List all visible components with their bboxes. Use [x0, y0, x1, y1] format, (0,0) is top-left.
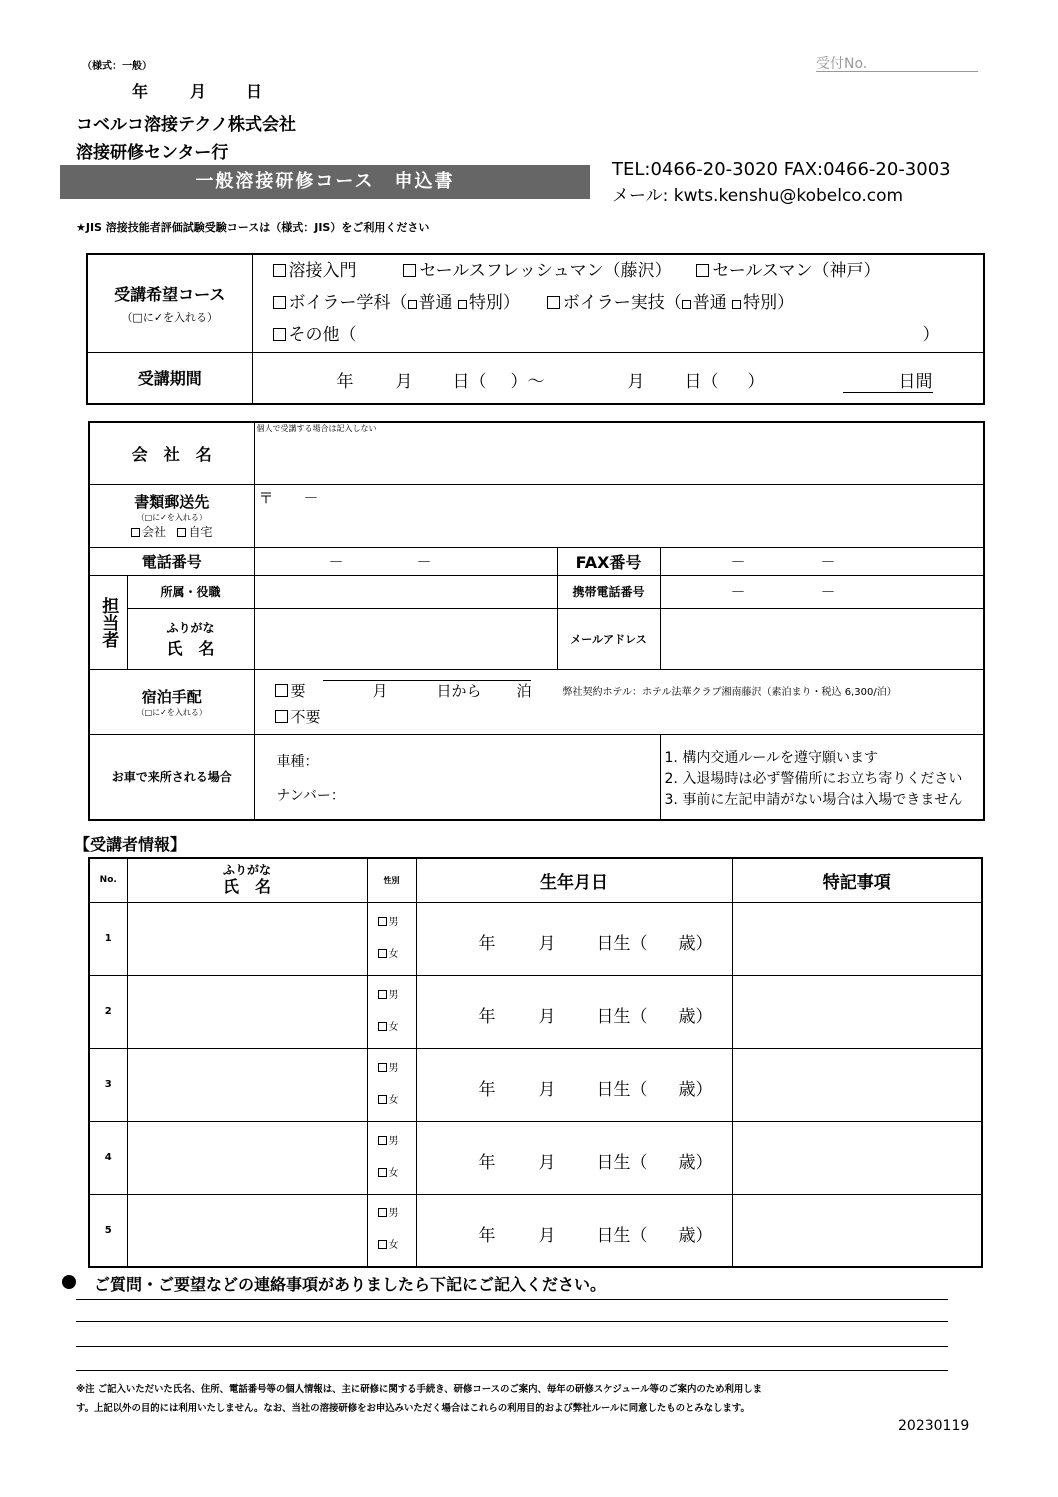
mobile-input[interactable]	[660, 575, 984, 608]
trainee-sex-cell	[367, 1048, 416, 1121]
period-days: 日間	[843, 367, 933, 393]
trainee-row	[89, 1194, 982, 1267]
period-tilde: ）～	[510, 371, 545, 392]
col-notes-header: 特記事項	[732, 858, 982, 902]
col-sex-header: 性別	[367, 858, 416, 902]
male-label: 男	[388, 1135, 399, 1147]
trainee-sex-cell	[367, 975, 416, 1048]
course-salesfresh-checkbox[interactable]	[403, 264, 416, 277]
col-name-header	[127, 858, 367, 902]
female-checkbox[interactable]	[378, 949, 387, 958]
male-label: 男	[388, 1208, 399, 1220]
boiler-practical-tokubetsu-label: 特別）	[743, 293, 795, 314]
trainee-row	[89, 975, 982, 1048]
car-plate-label: ナンバー：	[276, 787, 345, 804]
col-furigana-header: ふりがな	[222, 862, 271, 877]
car-fields[interactable]	[254, 734, 660, 820]
car-label: お車で来所される場合	[89, 734, 254, 820]
lodging-from: 日から	[436, 681, 482, 700]
period-day: 日（	[452, 371, 487, 392]
trainee-name-input[interactable]	[127, 1194, 367, 1267]
male-checkbox[interactable]	[378, 1136, 387, 1145]
tel-fax: TEL:0466-20-3020 FAX:0466-20-3003	[612, 159, 951, 180]
trainee-sex-cell	[367, 1194, 416, 1267]
male-label: 男	[388, 916, 399, 928]
period-month: 月	[395, 371, 413, 392]
trainee-birth-input[interactable]	[416, 1121, 732, 1194]
doc-label-cell	[89, 484, 254, 547]
doc-company-label: 会社	[142, 525, 167, 539]
male-label: 男	[388, 989, 399, 1001]
trainee-name-input[interactable]	[127, 1048, 367, 1121]
male-checkbox[interactable]	[378, 1063, 387, 1072]
trainee-notes-input[interactable]	[732, 1194, 982, 1267]
lodging-sublabel: （□に✓を入れる）	[136, 707, 207, 717]
course-options	[252, 254, 984, 352]
trainee-row-no: 1	[89, 902, 127, 975]
contact-label: 担当者	[89, 575, 127, 669]
contact-name-input[interactable]	[254, 608, 557, 669]
trainee-row	[89, 1121, 982, 1194]
trainee-row-no: 5	[89, 1194, 127, 1267]
trainee-notes-input[interactable]	[732, 902, 982, 975]
trainee-row-no: 2	[89, 975, 127, 1048]
privacy-line-2: す。上記以外の目的には利用いたしません。なお、当社の溶接研修をお申込みいただく場合はこれらの利用目的および弊社ルールに同意したものとみなします。	[76, 1403, 750, 1414]
trainee-notes-input[interactable]	[732, 1048, 982, 1121]
memo-line-2[interactable]	[76, 1321, 948, 1322]
male-checkbox[interactable]	[378, 990, 387, 999]
period-day2: 日（	[684, 371, 719, 392]
male-checkbox[interactable]	[378, 1208, 387, 1217]
period-fields[interactable]	[252, 352, 984, 404]
applicant-table	[88, 421, 985, 821]
female-checkbox[interactable]	[378, 1022, 387, 1031]
female-checkbox[interactable]	[378, 1095, 387, 1104]
birth-day: 日生（	[596, 1006, 648, 1027]
trainee-name-input[interactable]	[127, 1121, 367, 1194]
mobile-dash-2: －	[820, 582, 836, 601]
male-checkbox[interactable]	[378, 917, 387, 926]
mobile-label: 携帯電話番号	[557, 575, 660, 608]
birth-age: 歳）	[678, 1152, 713, 1173]
course-other-close: ）	[922, 325, 940, 346]
course-salesfresh-label: セールスフレッシュマン（藤沢）	[419, 261, 672, 282]
car-rule-2: 2. 入退場時は必ず警備所にお立ち寄りください	[664, 770, 963, 787]
mail-input[interactable]	[660, 608, 984, 669]
tel-label: 電話番号	[89, 547, 254, 575]
boiler-practical-futsu-label: 普通	[692, 293, 727, 314]
trainee-sex-cell	[367, 1121, 416, 1194]
trainee-row	[89, 1048, 982, 1121]
contact-name-text: 氏 名	[166, 638, 215, 658]
doc-company-checkbox[interactable]	[131, 528, 140, 537]
female-label: 女	[388, 1167, 399, 1179]
birth-day: 日生（	[596, 1225, 648, 1246]
boiler-academic-label: ボイラー学科（	[288, 293, 408, 314]
boiler-academic-checkbox[interactable]	[273, 296, 286, 309]
form-title: 一般溶接研修コース 申込書	[60, 165, 590, 199]
car-type-label: 車種：	[276, 753, 319, 770]
course-label: 受講希望コース	[114, 284, 226, 304]
boiler-academic-tokubetsu-checkbox[interactable]	[458, 300, 467, 309]
trainee-birth-input[interactable]	[416, 1048, 732, 1121]
dept-name: 溶接研修センター行	[76, 143, 229, 163]
company-label: 会 社 名	[89, 422, 254, 484]
privacy-line-1: ※注 ご記入いただいた氏名、住所、電話番号等の個人情報は、主に研修に関する手続き、研修コースのご案内、毎年の研修スケジュール等のご案内のため利用しま	[76, 1384, 762, 1395]
trainee-notes-input[interactable]	[732, 1121, 982, 1194]
col-name-text: 氏 名	[222, 876, 271, 896]
company-note: 個人で受講する場合は記入しない	[256, 424, 377, 433]
lodging-label: 宿泊手配	[141, 687, 202, 706]
period-year: 年	[336, 371, 354, 392]
doc-label: 書類郵送先	[134, 493, 210, 511]
trainee-birth-input[interactable]	[416, 902, 732, 975]
contact-furigana-label: ふりがな	[166, 620, 215, 635]
col-birth-header: 生年月日	[416, 858, 732, 902]
birth-month: 月	[538, 1079, 556, 1100]
boiler-practical-tokubetsu-checkbox[interactable]	[732, 300, 741, 309]
dept-input[interactable]	[254, 575, 557, 608]
birth-day: 日生（	[596, 933, 648, 954]
female-label: 女	[388, 1240, 399, 1252]
contact-message: ご質問・ご要望などの連絡事項がありましたら下記にご記入ください。	[94, 1275, 607, 1294]
fax-input[interactable]	[660, 547, 984, 575]
course-salesman-checkbox[interactable]	[696, 264, 709, 277]
receipt-label: 受付No.	[816, 56, 868, 72]
course-other-label: その他（	[288, 325, 357, 346]
trainee-birth-input[interactable]	[416, 1194, 732, 1267]
trainee-section-title: 【受講者情報】	[74, 835, 187, 854]
boiler-practical-label: ボイラー実技（	[562, 293, 682, 314]
birth-age: 歳）	[678, 1225, 713, 1246]
form-code: 20230119	[898, 1418, 970, 1434]
lodging-month: 月	[372, 681, 388, 700]
lodging-notneed-checkbox[interactable]	[275, 710, 288, 723]
course-intro-label: 溶接入門	[288, 261, 357, 282]
birth-age: 歳）	[678, 1079, 713, 1100]
birth-year: 年	[478, 1152, 496, 1173]
receipt-line	[816, 71, 978, 72]
trainee-birth-input[interactable]	[416, 975, 732, 1048]
course-label-cell	[87, 254, 252, 352]
car-rules	[660, 734, 984, 820]
female-label: 女	[388, 1021, 399, 1033]
trainee-sex-cell	[367, 902, 416, 975]
course-sublabel: （□に✓を入れる）	[121, 310, 219, 324]
date-year-label: 年	[132, 82, 149, 101]
fax-dash-1: －	[730, 552, 746, 571]
doc-home-checkbox[interactable]	[177, 528, 186, 537]
postal-mark: 〒 －	[258, 488, 319, 507]
date-month-label: 月	[190, 82, 207, 101]
birth-month: 月	[538, 1225, 556, 1246]
lodging-notneed-label: 不要	[290, 707, 321, 726]
memo-line-1[interactable]	[76, 1299, 948, 1300]
fax-label: FAX番号	[557, 547, 660, 575]
company-name: コベルコ溶接テクノ株式会社	[76, 115, 296, 135]
car-rule-3: 3. 事前に左記申請がない場合は入場できません	[664, 791, 963, 808]
fax-dash-2: －	[820, 552, 836, 571]
memo-line-4[interactable]	[76, 1370, 948, 1371]
male-label: 男	[388, 1062, 399, 1074]
postal-input[interactable]	[254, 484, 984, 547]
bullet-icon	[62, 1275, 76, 1289]
boiler-academic-futsu-label: 普通	[418, 293, 453, 314]
course-salesman-label: セールスマン（神戸）	[712, 261, 881, 282]
dept-label: 所属・役職	[127, 575, 254, 608]
lodging-need-checkbox[interactable]	[275, 684, 288, 697]
trainee-name-input[interactable]	[127, 975, 367, 1048]
female-label: 女	[388, 1094, 399, 1106]
tel-dash-1: －	[328, 552, 344, 571]
memo-line-3[interactable]	[76, 1346, 948, 1347]
col-no-header: No.	[89, 858, 127, 902]
lodging-need-label: 要	[290, 681, 306, 700]
date-day-label: 日	[246, 82, 263, 101]
female-checkbox[interactable]	[378, 1168, 387, 1177]
birth-year: 年	[478, 1006, 496, 1027]
lodging-nights: 泊	[516, 681, 532, 700]
trainee-row	[89, 902, 982, 975]
company-input[interactable]	[254, 422, 984, 484]
birth-day: 日生（	[596, 1079, 648, 1100]
birth-month: 月	[538, 1006, 556, 1027]
car-rule-1: 1. 構内交通ルールを遵守願います	[664, 749, 879, 766]
trainee-name-input[interactable]	[127, 902, 367, 975]
boiler-practical-checkbox[interactable]	[547, 296, 560, 309]
birth-age: 歳）	[678, 933, 713, 954]
course-other-checkbox[interactable]	[273, 328, 286, 341]
lodging-label-cell	[89, 669, 254, 734]
period-label: 受講期間	[87, 352, 252, 404]
mobile-dash-1: －	[730, 582, 746, 601]
tel-dash-2: －	[416, 552, 432, 571]
boiler-practical-futsu-checkbox[interactable]	[682, 300, 691, 309]
tel-input[interactable]	[254, 547, 557, 575]
birth-year: 年	[478, 1079, 496, 1100]
contact-name-label	[127, 608, 254, 669]
email: メール: kwts.kenshu@kobelco.com	[612, 186, 904, 206]
birth-day: 日生（	[596, 1152, 648, 1173]
course-intro-checkbox[interactable]	[273, 264, 286, 277]
jis-note: ★JIS 溶接技能者評価試験受験コースは（様式：JIS）をご利用ください	[76, 221, 430, 234]
birth-year: 年	[478, 933, 496, 954]
doc-sublabel: （□に✓を入れる）	[136, 513, 207, 522]
lodging-date-line[interactable]	[323, 680, 531, 681]
period-close2: ）	[747, 371, 765, 392]
trainee-row-no: 3	[89, 1048, 127, 1121]
birth-year: 年	[478, 1225, 496, 1246]
form-type: （様式：一般）	[82, 61, 152, 72]
period-month2: 月	[627, 371, 645, 392]
mail-label: メールアドレス	[557, 608, 660, 669]
female-label: 女	[388, 948, 399, 960]
doc-home-label: 自宅	[188, 525, 213, 539]
boiler-academic-futsu-checkbox[interactable]	[408, 300, 417, 309]
trainee-row-no: 4	[89, 1121, 127, 1194]
boiler-academic-tokubetsu-label: 特別）	[468, 293, 520, 314]
female-checkbox[interactable]	[378, 1240, 387, 1249]
course-table	[86, 253, 985, 405]
lodging-fields	[254, 669, 984, 734]
birth-age: 歳）	[678, 1006, 713, 1027]
trainee-table	[88, 857, 983, 1268]
hotel-info: 弊社契約ホテル：ホテル法華クラブ湘南藤沢（素泊まり・税込 6,300/泊）	[562, 686, 897, 698]
birth-month: 月	[538, 1152, 556, 1173]
birth-month: 月	[538, 933, 556, 954]
trainee-notes-input[interactable]	[732, 975, 982, 1048]
